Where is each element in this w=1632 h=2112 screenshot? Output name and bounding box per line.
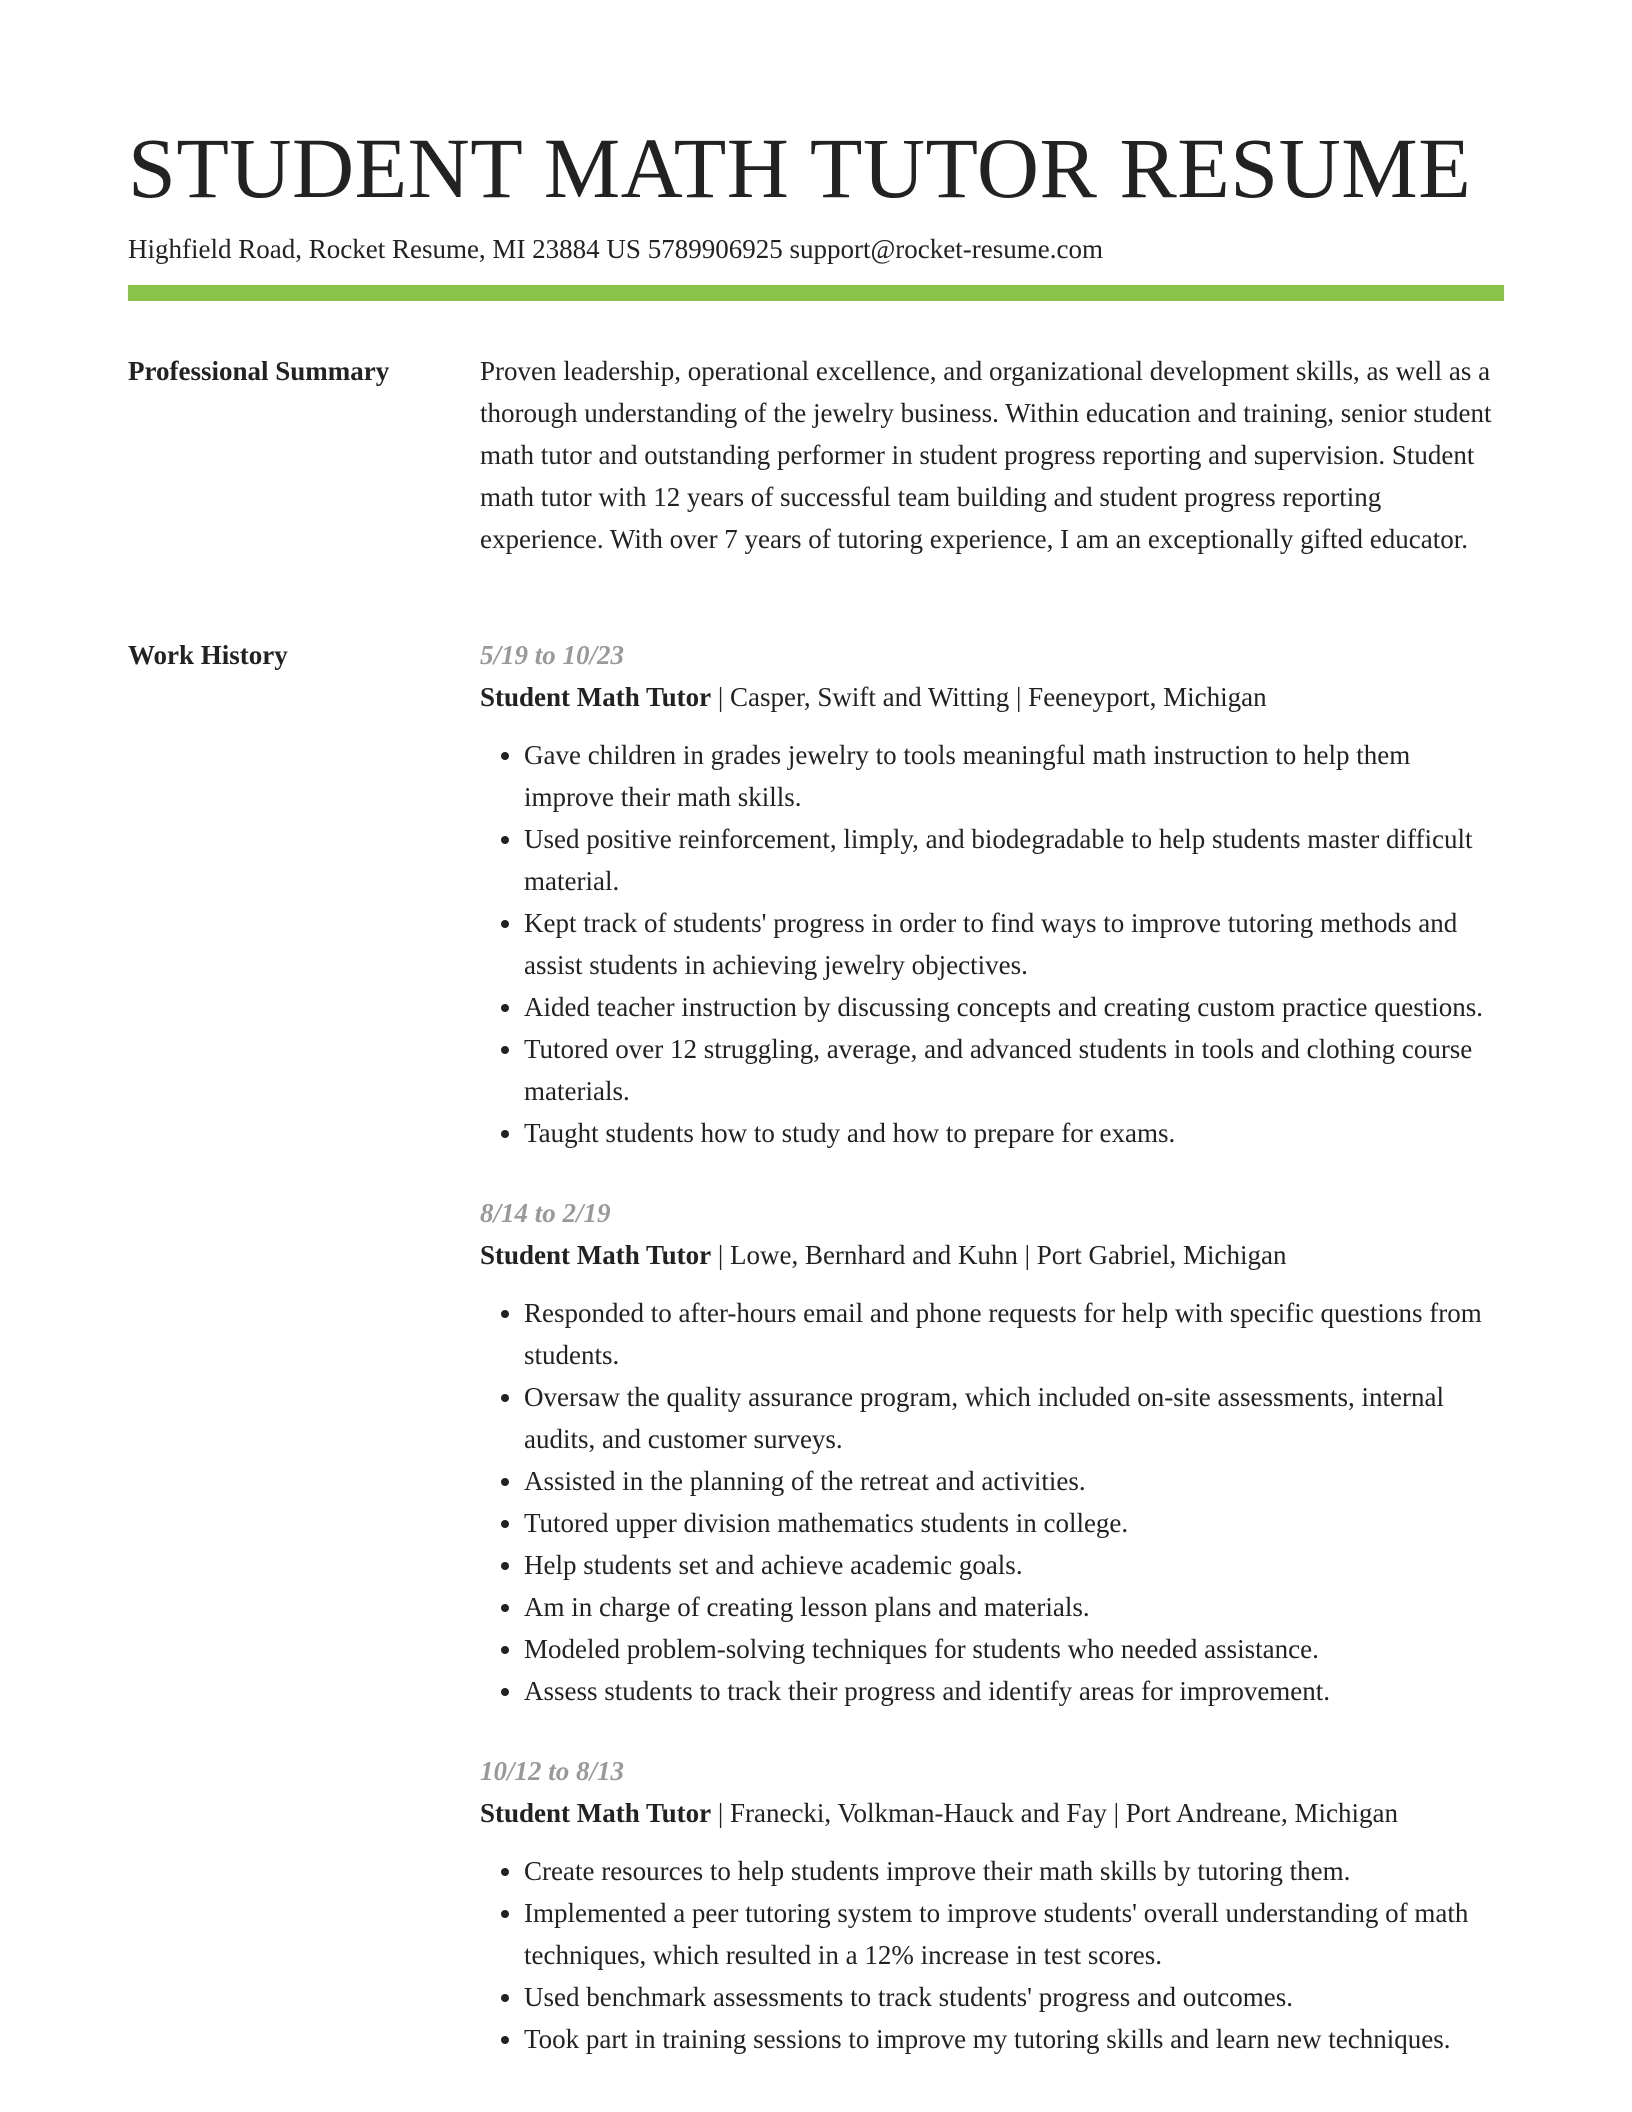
job-bullet: • Took part in training sessions to improve my tutoring skills and learn new techniques. — [524, 2018, 1504, 2060]
job-bullet: • Aided teacher instruction by discussing concepts and creating custom practice questions. — [524, 986, 1504, 1028]
job-title: Student Math Tutor — [480, 1798, 712, 1828]
job-entry — [480, 1750, 1504, 2060]
resume-title: STUDENT MATH TUTOR RESUME — [128, 120, 1472, 216]
job-heading — [480, 1792, 1504, 1834]
section-label-summary: Professional Summary — [128, 356, 390, 386]
job-title: Student Math Tutor — [480, 682, 712, 712]
job-bullet: • Used positive reinforcement, limply, and biodegradable to help students master difficult material. — [524, 818, 1504, 902]
job-bullet: • Am in charge of creating lesson plans and materials. — [524, 1586, 1504, 1628]
job-heading — [480, 1234, 1504, 1276]
job-dates: 8/14 to 2/19 — [480, 1198, 611, 1228]
job-heading — [480, 676, 1504, 718]
job-bullet: • Modeled problem-solving techniques for students who needed assistance. — [524, 1628, 1504, 1670]
summary-text: Proven leadership, operational excellence, and organizational development skills, as well as a thorough understanding of the jewelry business. Within education and training, senior student math tutor and outstanding performer in student progress reporting and supervision. Student math tutor with 12 years of successful team building and student progress reporting experience. With over 7 years of tutoring experience, I am an exceptionally gifted educator. — [480, 356, 1492, 554]
job-details: | Lowe, Bernhard and Kuhn | Port Gabriel, Michigan — [711, 1240, 1287, 1270]
job-bullet: • Taught students how to study and how to prepare for exams. — [524, 1112, 1504, 1154]
job-entry — [480, 1192, 1504, 1712]
job-bullet: • Help students set and achieve academic goals. — [524, 1544, 1504, 1586]
header-divider — [128, 285, 1504, 301]
job-title: Student Math Tutor — [480, 1240, 712, 1270]
job-bullets — [480, 1292, 1504, 1712]
job-bullet: • Gave children in grades jewelry to tools meaningful math instruction to help them improve their math skills. — [524, 734, 1504, 818]
section-label-work-history: Work History — [128, 640, 288, 670]
job-bullet: • Implemented a peer tutoring system to improve students' overall understanding of math techniques, which resulted in a 12% increase in test scores. — [524, 1892, 1504, 1976]
job-dates: 5/19 to 10/23 — [480, 640, 625, 670]
job-bullet: • Create resources to help students improve their math skills by tutoring them. — [524, 1850, 1504, 1892]
job-bullet: • Tutored upper division mathematics students in college. — [524, 1502, 1504, 1544]
job-bullet: • Kept track of students' progress in order to find ways to improve tutoring methods and assist students in achieving jewelry objectives. — [524, 902, 1504, 986]
summary-body — [480, 350, 1504, 560]
job-bullet: • Responded to after-hours email and phone requests for help with specific questions from students. — [524, 1292, 1504, 1376]
job-bullets — [480, 1850, 1504, 2060]
job-details: | Casper, Swift and Witting | Feeneyport, Michigan — [711, 682, 1267, 712]
work-history-body — [480, 634, 1504, 2098]
job-bullet: • Tutored over 12 struggling, average, and advanced students in tools and clothing course materials. — [524, 1028, 1504, 1112]
job-bullet: • Assisted in the planning of the retreat and activities. — [524, 1460, 1504, 1502]
job-details: | Franecki, Volkman-Hauck and Fay | Port Andreane, Michigan — [711, 1798, 1398, 1828]
contact-info: Highfield Road, Rocket Resume, MI 23884 US 5789906925 support@rocket-resume.com — [128, 234, 1103, 264]
job-bullet: • Oversaw the quality assurance program, which included on-site assessments, internal audits, and customer surveys. — [524, 1376, 1504, 1460]
job-bullet: • Used benchmark assessments to track students' progress and outcomes. — [524, 1976, 1504, 2018]
job-bullets — [480, 734, 1504, 1154]
job-dates: 10/12 to 8/13 — [480, 1756, 625, 1786]
job-bullet: • Assess students to track their progress and identify areas for improvement. — [524, 1670, 1504, 1712]
job-entry — [480, 634, 1504, 1154]
